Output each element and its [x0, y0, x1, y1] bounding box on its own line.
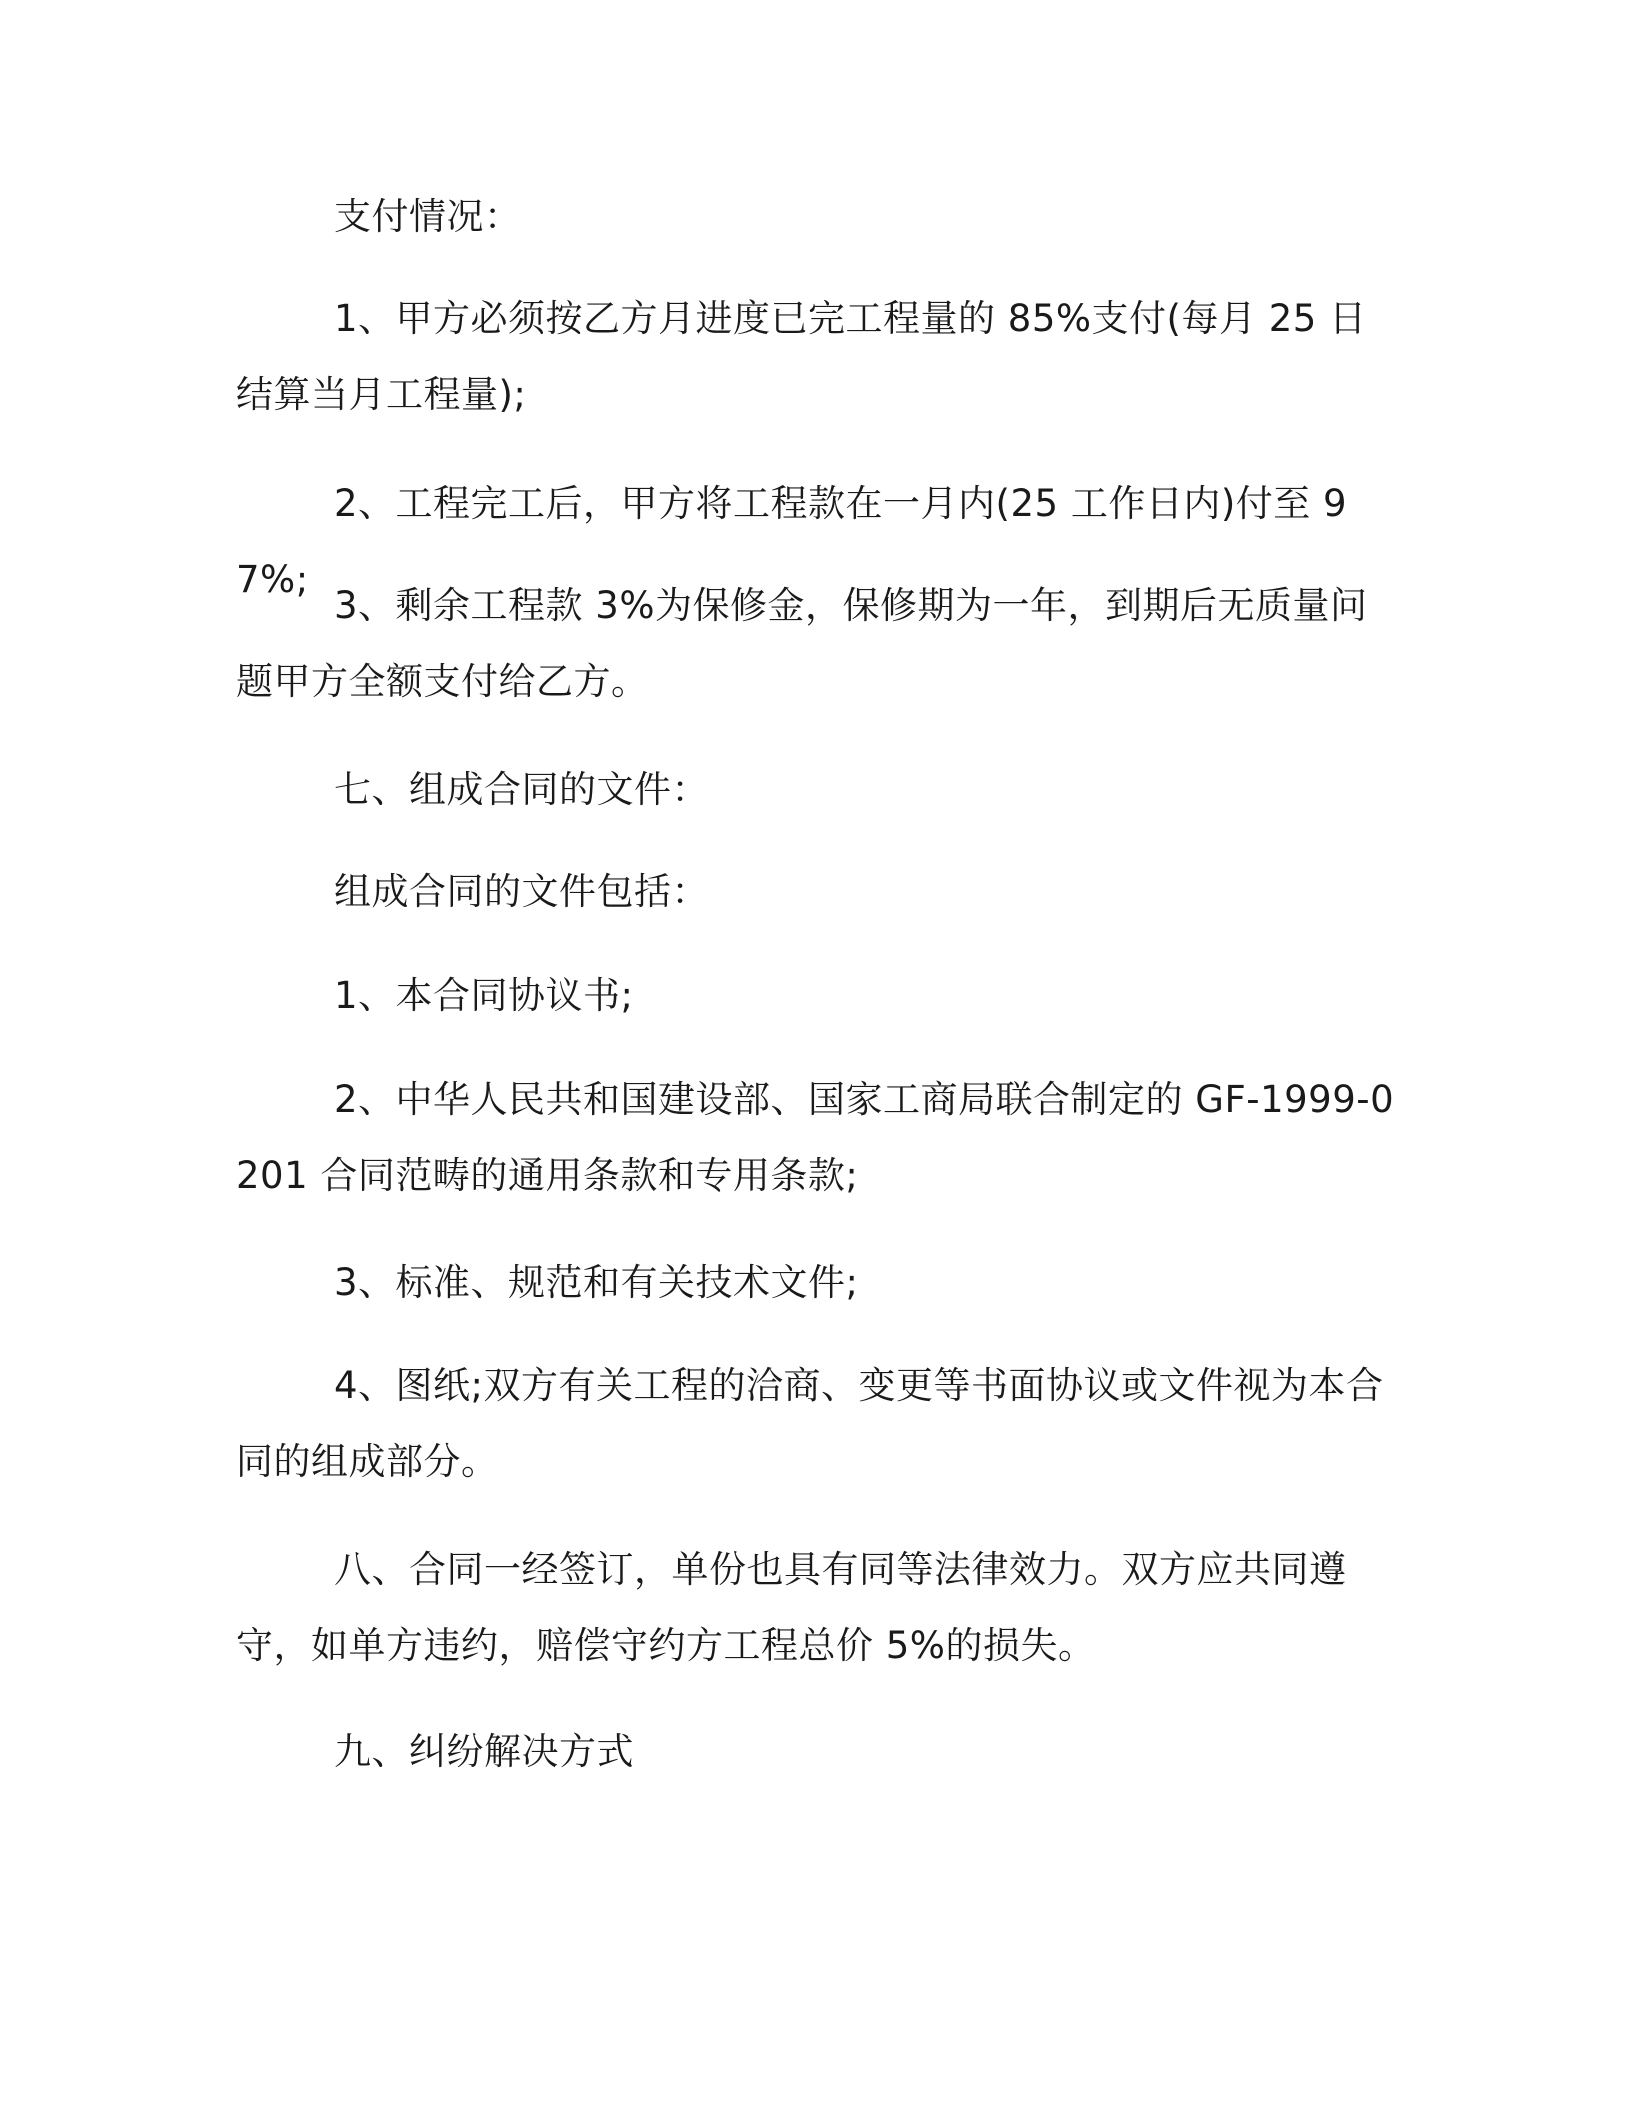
- section-8-paragraph: 八、合同一经签订，单份也具有同等法律效力。双方应共同遵守，如单方违约，赔偿守约方工程总价 5%的损失。: [236, 1548, 1347, 1667]
- section-9-heading: 九、纠纷解决方式: [334, 1730, 634, 1773]
- payment-clause-1: 1、甲方必须按乙方月进度已完工程量的 85%支付(每月 25 日结算当月工程量);: [236, 297, 1367, 416]
- payment-heading: 支付情况：: [334, 195, 522, 238]
- contract-documents-intro: 组成合同的文件包括：: [334, 870, 709, 913]
- contract-document-item-2: 2、中华人民共和国建设部、国家工商局联合制定的 GF-1999-0201 合同范畴的通用条款和专用条款;: [236, 1078, 1395, 1197]
- contract-document-item-1: 1、本合同协议书;: [334, 974, 634, 1017]
- section-7-heading: 七、组成合同的文件：: [334, 768, 709, 811]
- contract-document-item-3: 3、标准、规范和有关技术文件;: [334, 1261, 859, 1304]
- contract-document-item-4: 4、图纸;双方有关工程的洽商、变更等书面协议或文件视为本合同的组成部分。: [236, 1364, 1384, 1483]
- payment-clause-3: 3、剩余工程款 3%为保修金，保修期为一年，到期后无质量问题甲方全额支付给乙方。: [236, 584, 1368, 703]
- payment-clause-2: 2、工程完工后，甲方将工程款在一月内(25 工作日内)付至 97%;: [236, 482, 1348, 601]
